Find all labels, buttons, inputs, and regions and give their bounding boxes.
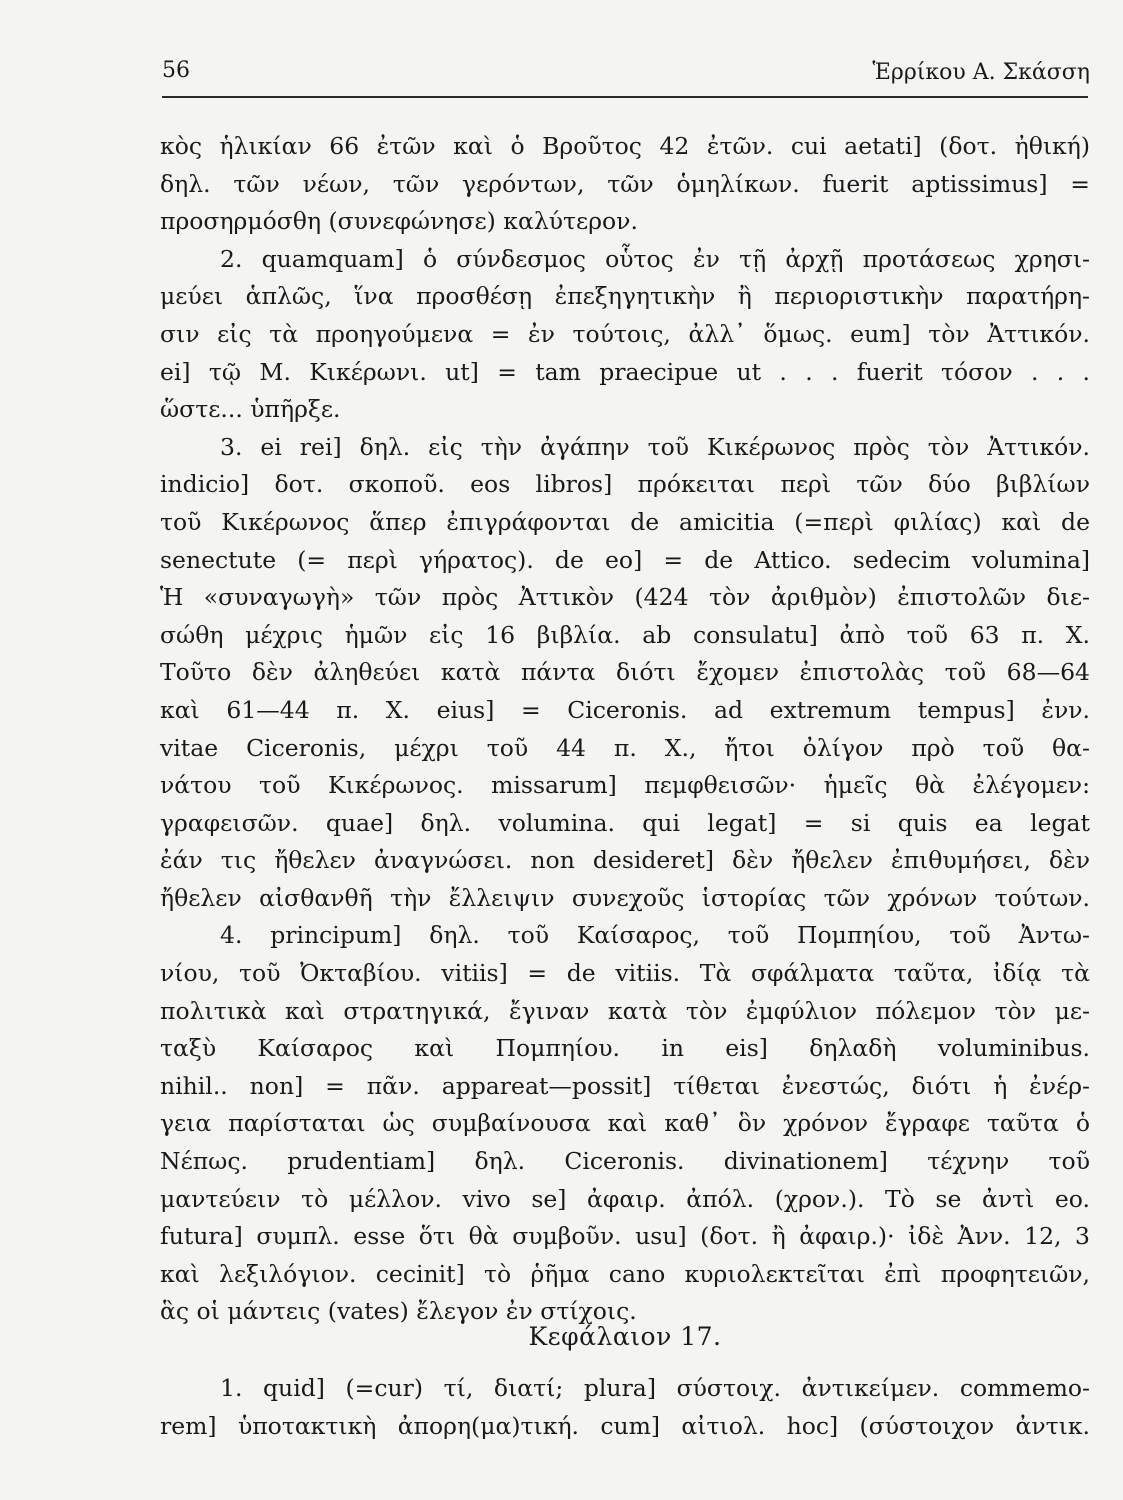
text-line: γεια παρίσταται ὡς συμβαίνουσα καὶ καθ᾽ ὃν χρόνον ἔγραφε ταῦτα ὁ [160,1109,1090,1138]
chapter-heading: Κεφάλαιον 17. [528,1322,722,1351]
text-line: πολιτικὰ καὶ στρατηγικά, ἔγιναν κατὰ τὸν ἐμφύλιον πόλεμον τὸν με- [160,996,1090,1025]
text-line: σιν εἰς τὰ προηγούμενα = ἐν τούτοις, ἀλλ᾽ ὅμως. eum] τὸν Ἀττικόν. [160,319,1090,348]
text-line: indicio] δοτ. σκοποῦ. eos libros] πρόκειται περὶ τῶν δύο βιβλίων [160,470,1090,499]
text-line: νάτου τοῦ Κικέρωνος. missarum] πεμφθεισῶν· ἡμεῖς θὰ ἐλέγομεν: [160,771,1090,800]
running-head: Ἑρρίκου Α. Σκάσση [872,60,1090,85]
text-line: rem] ὑποτακτικὴ ἀπορη(μα)τική. cum] αἰτιολ. hoc] (σύστοιχον ἀντικ. [160,1411,1090,1440]
text-line: καὶ 61—44 π. Χ. eius] = Ciceronis. ad extremum tempus] ἐνν. [160,695,1090,724]
text-line: μαντεύειν τὸ μέλλον. vivo se] ἀφαιρ. ἀπόλ. (χρον.). Τὸ se ἀντὶ eo. [160,1184,1090,1213]
text-line: ei] τῷ Μ. Κικέρωνι. ut] = tam praecipue ut . . . fuerit τόσον . . . [160,357,1090,386]
text-line: προσηρμόσθη (συνεφώνησε) καλύτερον. [160,207,638,236]
page-number: 56 [162,58,190,83]
chapter-17-body [160,1370,1090,1445]
text-line: δηλ. τῶν νέων, τῶν γερόντων, τῶν ὁμηλίκων. fuerit aptissimus] = [160,169,1090,198]
text-line: 3. ei rei] δηλ. εἰς τὴν ἀγάπην τοῦ Κικέρωνος πρὸς τὸν Ἀττικόν. [220,432,1090,461]
text-line: ἤθελεν αἰσθανθῆ τὴν ἔλλειψιν συνεχοῦς ἱστορίας τῶν χρόνων τούτων. [160,883,1090,912]
text-line: 1. quid] (=cur) τί, διατί; plura] σύστοιχ. ἀντικείμεν. commemo- [220,1374,1090,1402]
text-line: γραφεισῶν. quae] δηλ. volumina. qui legat] = si quis ea legat [160,808,1090,837]
text-line: ἐάν τις ἤθελεν ἀναγνώσει. non desideret] δὲν ἤθελεν ἐπιθυμήσει, δὲν [160,846,1090,875]
text-line: κὸς ἡλικίαν 66 ἐτῶν καὶ ὁ Βροῦτος 42 ἐτῶν. cui aetati] (δοτ. ἠθική) [160,132,1090,160]
text-line: nihil.. non] = πᾶν. appareat—possit] τίθεται ἐνεστώς, διότι ἡ ἐνέρ- [160,1071,1090,1100]
text-line: futura] συμπλ. esse ὅτι θὰ συμβοῦν. usu] (δοτ. ἢ ἀφαιρ.)· ἰδὲ Ἀνν. 12, 3 [160,1222,1090,1251]
page-header [162,56,1090,92]
text-line: Ἡ «συναγωγὴ» τῶν πρὸς Ἀττικὸν (424 τὸν ἀριθμὸν) ἐπιστολῶν διε- [160,583,1090,612]
text-line: Τοῦτο δὲν ἀληθεύει κατὰ πάντα διότι ἔχομεν ἐπιστολὰς τοῦ 68—64 [160,658,1090,687]
text-line: 4. principum] δηλ. τοῦ Καίσαρος, τοῦ Πομπηίου, τοῦ Ἀντω- [220,921,1090,950]
text-line: νίου, τοῦ Ὀκταβίου. vitiis] = de vitiis. Τὰ σφάλματα ταῦτα, ἰδίᾳ τὰ [160,959,1090,988]
text-line: Νέπως. prudentiam] δηλ. Ciceronis. divinationem] τέχνην τοῦ [160,1147,1090,1176]
commentary-body [160,128,1090,1331]
text-line: σώθη μέχρις ἡμῶν εἰς 16 βιβλία. ab consulatu] ἀπὸ τοῦ 63 π. Χ. [160,620,1090,649]
text-line: senectute (= περὶ γήρατος). de eo] = de Attico. sedecim volumina] [160,545,1090,574]
text-line: ταξὺ Καίσαρος καὶ Πομπηίου. in eis] δηλαδὴ voluminibus. [160,1034,1090,1063]
text-line: ἃς οἱ μάντεις (vates) ἔλεγον ἐν στίχοις. [160,1297,637,1326]
text-line: vitae Ciceronis, μέχρι τοῦ 44 π. Χ., ἤτοι ὀλίγον πρὸ τοῦ θα- [160,733,1090,762]
text-line: μεύει ἁπλῶς, ἵνα προσθέσῃ ἐπεξηγητικὴν ἢ περιοριστικὴν παρατήρη- [160,282,1090,311]
text-line: 2. quamquam] ὁ σύνδεσμος οὗτος ἐν τῇ ἀρχῇ προτάσεως χρησι- [220,244,1090,273]
text-line: καὶ λεξιλόγιον. cecinit] τὸ ῥῆμα cano κυριολεκτεῖται ἐπὶ προφητειῶν, [160,1259,1090,1288]
text-line: ὥστε... ὑπῆρξε. [160,395,341,424]
text-line: τοῦ Κικέρωνος ἅπερ ἐπιγράφονται de amicitia (=περὶ φιλίας) καὶ de [160,507,1090,536]
header-rule [162,96,1088,98]
